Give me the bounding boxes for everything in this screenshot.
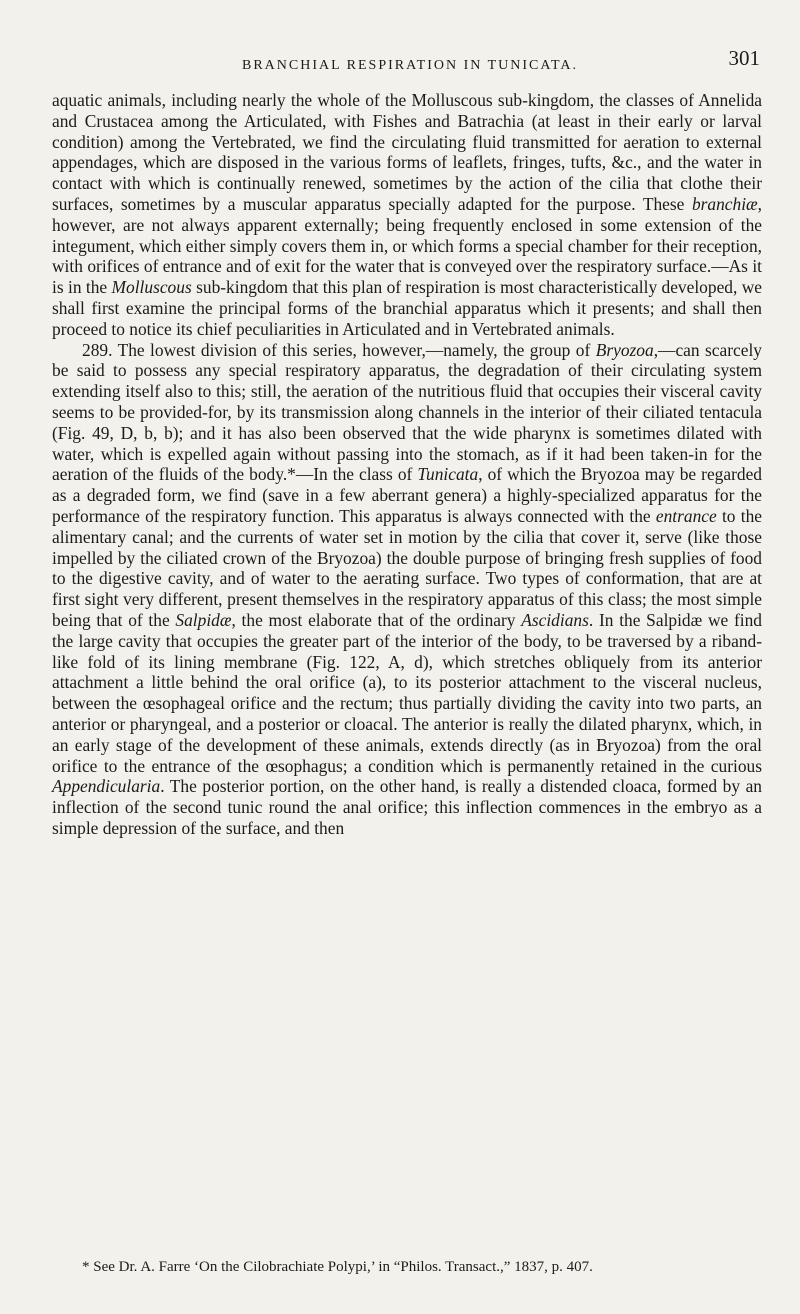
- footnote: [52, 1258, 762, 1276]
- text-run: 289. The lowest division of this series, however,—namely, the group of: [82, 339, 596, 360]
- paragraph-289: [52, 340, 762, 839]
- italic-term: Salpidæ: [175, 609, 232, 630]
- paragraph-continuation: [52, 90, 762, 340]
- body-text: [52, 90, 762, 839]
- text-run: . In the Salpidæ we find the large cavity that occupies the greater part of the interior of the body, to be traversed by a riband-like fold of its lining membrane (Fig. 122, A, d), which stretches obliquely from its anterior attachment a little behind the oral orifice (a), to its posterior attachment to the visceral nucleus, between the œsophageal orifice and the rectum; thus partially dividing the cavity into two parts, an anterior or pharyngeal, and a posterior or cloacal. The anterior is really the dilated pharynx, which, in an early stage of the development of these animals, extends directly (as in Bryozoa) from the oral orifice to the entrance of the œsophagus; a condition which is permanently retained in the curious: [52, 609, 762, 776]
- text-run: to the alimentary canal; and the currents of water set in motion by the cilia that cover it, serve (like those impelled by the ciliated crown of the Bryozoa) the double purpose of bringing fresh supplies of food to the digestive cavity, and of water to the aerating surface. Two types of conformation, that are at first sight very different, present themselves in the respiratory apparatus of this class; the most simple being that of the: [52, 505, 762, 630]
- italic-term: Bryozoa: [595, 339, 654, 360]
- text-run: . The posterior portion, on the other hand, is really a distended cloaca, formed by an inflection of the second tunic round the anal orifice; this inflection commences in the embryo as a simple depression of the surface, and then: [52, 776, 762, 838]
- text-run: , however, are not always apparent externally; being frequently enclosed in some extension of the integument, which either simply covers them in, or which forms a special chamber for their reception, with orifices of entrance and of exit for the water that is conveyed over the respiratory surface.—As it is in the: [52, 193, 762, 298]
- footnote-text: * See Dr. A. Farre ‘On the Cilobrachiate Polypi,’ in “Philos. Transact.,” 1837, p. 407.: [82, 1259, 593, 1275]
- italic-term: entrance: [655, 505, 717, 526]
- italic-term: Ascidians: [521, 609, 589, 630]
- text-run: ,—can scarcely be said to possess any special respiratory apparatus, the degradation of their circulating system extending itself also to this; still, the aeration of the nutritious fluid that occupies their visceral cavity seems to be provided-for, by its transmission along channels in the interior of their ciliated tentacula (Fig. 49, D, b, b); and it has also been observed that the wide pharynx is sometimes dilated with water, which is expelled again without passing into the stomach, as if it had been taken-in for the aeration of the fluids of the body.*—In the class of: [52, 339, 762, 485]
- italic-term: Tunicata: [417, 464, 479, 485]
- page-number: 301: [728, 46, 760, 70]
- text-run: , the most elaborate that of the ordinary: [231, 609, 522, 630]
- text-run: aquatic animals, including nearly the whole of the Molluscous sub-kingdom, the classes of Annelida and Crustacea among the Articulated, with Fishes and Batrachia (at least in their early or larval condition) among the Vertebrated, we find the circulating fluid transmitted for aeration to external appendages, which are disposed in the various forms of leaflets, fringes, tufts, &c., and the water in contact with which is continually renewed, sometimes by the action of the cilia that clothe their surfaces, sometimes by a muscular apparatus specially adapted for the purpose. These: [52, 90, 762, 214]
- text-run: sub-kingdom that this plan of respiration is most characteristically developed, we shall first examine the principal forms of the branchial apparatus which it presents; and shall then proceed to notice its chief peculiarities in Articulated and in Vertebrated animals.: [52, 277, 762, 339]
- running-head: BRANCHIAL RESPIRATION IN TUNICATA.: [242, 58, 578, 73]
- italic-term: branchiæ: [691, 193, 758, 214]
- italic-term: Appendicularia: [52, 776, 161, 797]
- italic-term: Molluscous: [111, 277, 192, 298]
- text-run: , of which the Bryozoa may be regarded as a degraded form, we find (save in a few aberrant genera) a highly-specialized apparatus for the performance of the respiratory function. This apparatus is always connected with the: [52, 464, 762, 526]
- page-header: [60, 46, 760, 86]
